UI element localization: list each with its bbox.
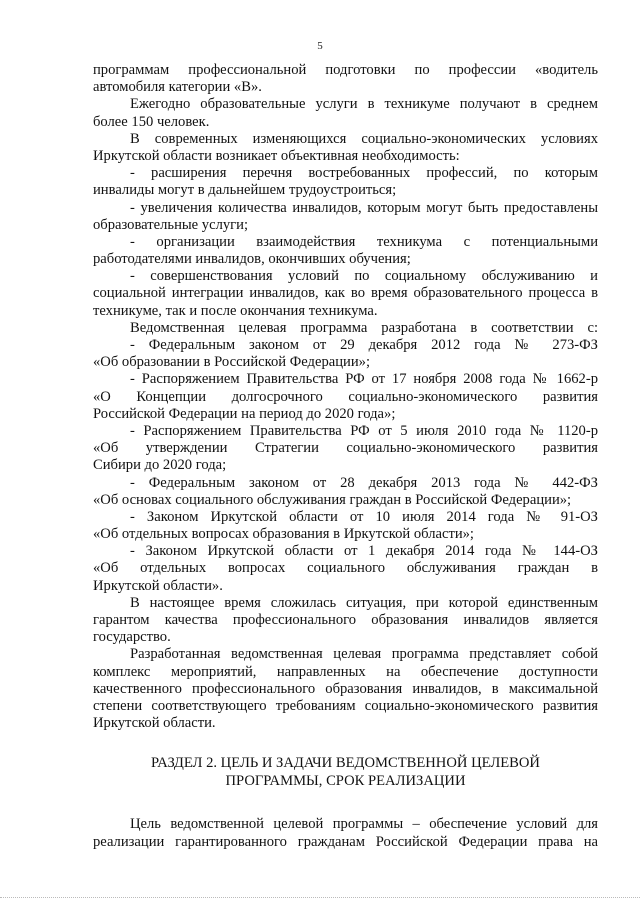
text-line: Разработанная ведомственная целевая программа представляет собой [130,646,598,663]
spacer [93,732,598,754]
page-body [93,62,598,851]
text-line: образовательные услуги; [93,216,249,233]
text-line: Сибири до 2020 года; [93,457,227,474]
text-line: Цель ведомственной целевой программы – обеспечение условий для [130,816,598,833]
text-line: Иркутской области возникает объективная необходимость: [93,147,460,164]
text-line: государство. [93,629,171,646]
list-item: - Распоряжением Правительства РФ от 5 июля 2010 года № 1120-р [130,422,598,439]
text-line: «Об основах социального обслуживания граждан в Российской Федерации»; [93,491,572,508]
list-item: - Законом Иркутской области от 10 июля 2014 года № 91-ОЗ [130,508,598,525]
text-line: В настоящее время сложилась ситуация, при которой единственным [130,594,598,611]
text-line: техникуме, так и после окончания техникума. [93,302,378,319]
text-line: степени соответствующего требованиям социально-экономического развития [93,697,598,714]
text-line: комплекс мероприятий, направленных на обеспечение доступности [93,663,598,680]
text-line: Российской Федерации на период до 2020 года»; [93,405,396,422]
spacer [93,790,598,816]
text-line: «Об утверждении Стратегии социально-экономического развития [93,440,598,457]
text-line: В современных изменяющихся социально-экономических условиях [130,130,598,147]
list-item: - расширения перечня востребованных профессий, по которым [130,165,598,182]
text-line: качественного профессионального образования инвалидов, в максимальной [93,680,598,697]
text-line: работодателями инвалидов, окончивших обучения; [93,251,411,268]
text-line: реализации гарантированного гражданам Российской Федерации права на [93,833,598,850]
list-item: - совершенствования условий по социальному обслуживанию и [130,268,598,285]
text-line: Иркутской области». [93,577,223,594]
text-line: «Об отдельных вопросах социального обслуживания граждан в [93,560,598,577]
text-line: «Об образовании в Российской Федерации»; [93,354,371,371]
page-number: 5 [317,40,323,52]
text-line: «О Концепции долгосрочного социально-экономического развития [93,388,598,405]
list-item: - организации взаимодействия техникума с потенциальными [130,233,598,250]
text-line: «Об отдельных вопросах образования в Иркутской области»; [93,526,474,543]
text-line: Иркутской области. [93,715,216,732]
text-line: автомобиля категории «В». [93,79,262,96]
list-item: - Распоряжением Правительства РФ от 17 ноября 2008 года № 1662-р [130,371,598,388]
text-line: Ведомственная целевая программа разработана в соответствии с: [130,319,598,336]
page-bottom-edge [0,897,640,899]
section-heading: ПРОГРАММЫ, СРОК РЕАЛИЗАЦИИ [225,773,466,790]
list-item: - Федеральным законом от 29 декабря 2012 года № 273-ФЗ [130,337,598,353]
text-line: инвалиды могут в дальнейшем трудоустроиться; [93,182,397,199]
text-line: Ежегодно образовательные услуги в техникуме получают в среднем [130,96,598,113]
section-heading: РАЗДЕЛ 2. ЦЕЛЬ И ЗАДАЧИ ВЕДОМСТВЕННОЙ ЦЕЛЕВОЙ [151,755,540,772]
list-item: - Законом Иркутской области от 1 декабря 2014 года № 144-ОЗ [130,543,598,560]
text-line: социальной интеграции инвалидов, как во время образовательного процесса в [93,285,598,302]
text-line: более 150 человек. [93,113,210,130]
text-line: программам профессиональной подготовки по профессии «водитель [93,62,598,78]
list-item: - увеличения количества инвалидов, которым могут быть предоставлены [130,199,598,216]
list-item: - Федеральным законом от 28 декабря 2013 года № 442-ФЗ [130,474,598,491]
text-line: гарантом качества профессионального образования инвалидов является [93,612,598,628]
